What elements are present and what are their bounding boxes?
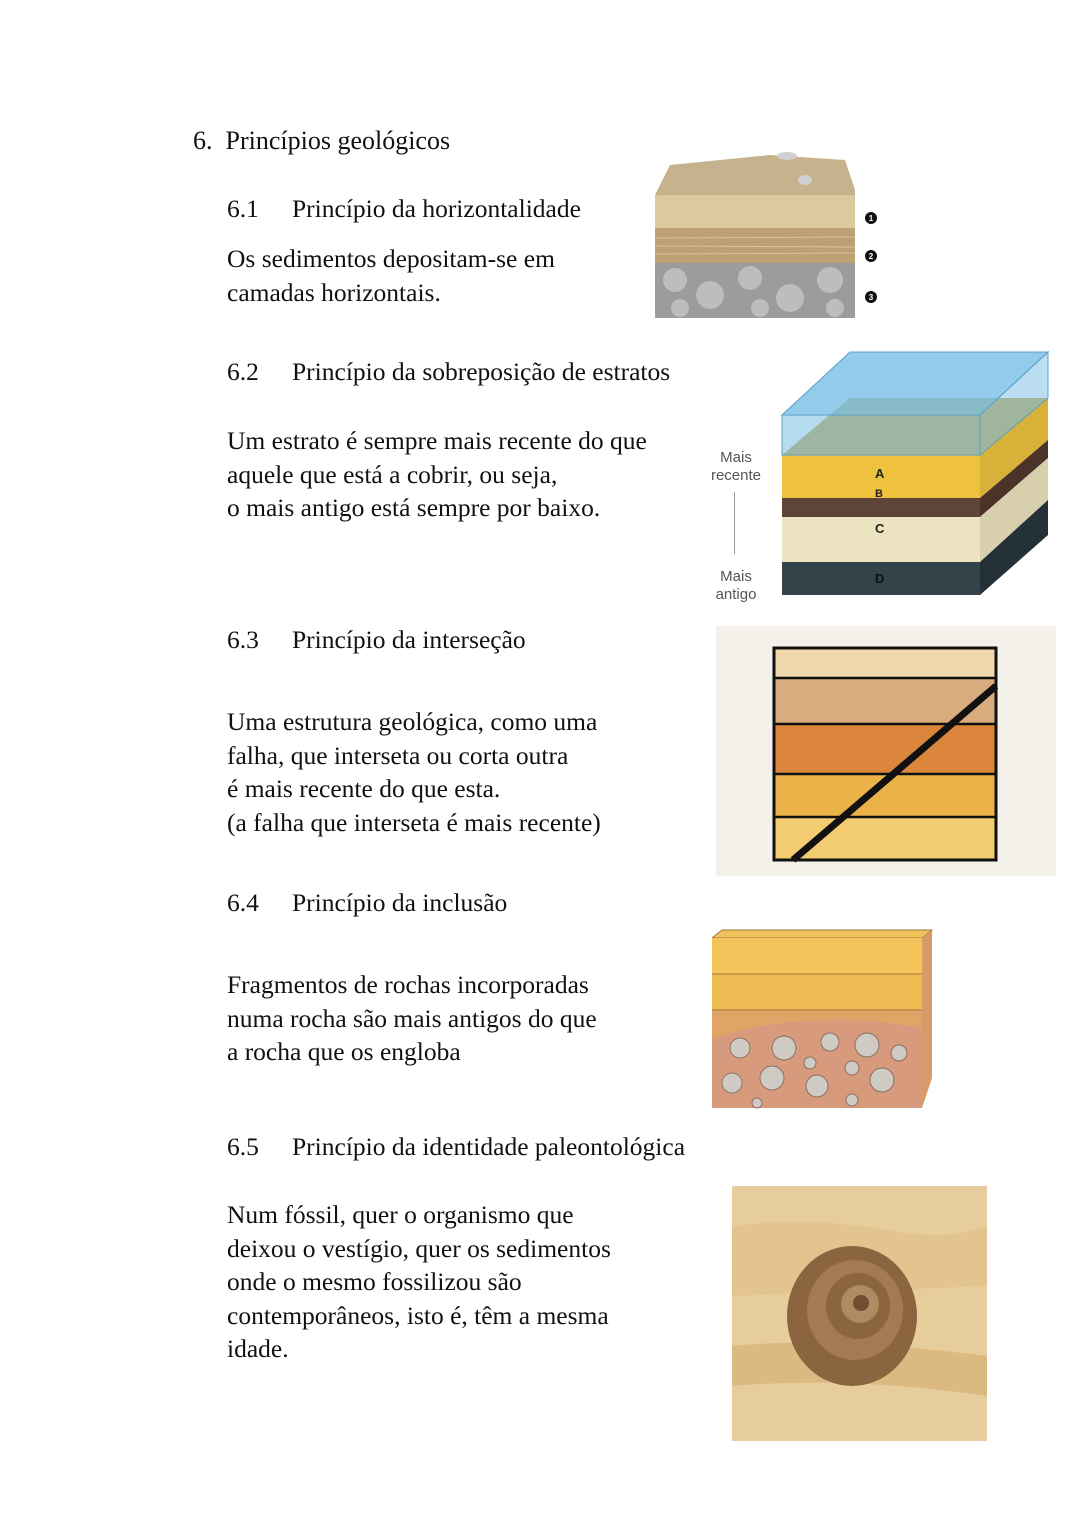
section-number: 6. (193, 126, 213, 155)
principle-heading-6-1 (227, 194, 581, 224)
layer-marker-3 (865, 291, 877, 303)
section-title: Princípios geológicos (225, 126, 451, 155)
ammonite-fossil-figure (732, 1186, 987, 1441)
principle-number: 6.3 (227, 625, 259, 654)
principle-text-6-5: Num fóssil, quer o organismo que deixou o vestígio, quer os sedimentos onde o mesmo fossilizou são contemporâneos, isto é, têm a mesma idade. (227, 1200, 611, 1363)
principle-title: Princípio da inclusão (292, 888, 508, 917)
label-older: Mais antigo (715, 568, 757, 603)
horizontality-figure (650, 150, 890, 320)
layer-label-c: C (875, 521, 885, 536)
principle-title: Princípio da horizontalidade (292, 194, 581, 223)
intersection-fault-figure (716, 626, 1056, 876)
principle-number: 6.1 (227, 194, 259, 223)
principle-number: 6.4 (227, 888, 259, 917)
principle-heading-6-3 (227, 625, 526, 655)
arrow-up-icon (734, 492, 735, 554)
layer-label-d: D (875, 571, 885, 586)
principle-title: Princípio da identidade paleontológica (292, 1132, 686, 1161)
principle-number: 6.5 (227, 1132, 259, 1161)
svg-text:3: 3 (868, 293, 874, 302)
principle-text-6-1: Os sedimentos depositam-se em camadas horizontais. (227, 244, 555, 307)
label-more-recent: Mais recente (710, 449, 762, 484)
svg-text:2: 2 (868, 252, 874, 261)
layer-marker-1 (865, 212, 877, 224)
principle-text-6-4: Fragmentos de rochas incorporadas numa rocha são mais antigos do que a rocha que os engloba (227, 970, 597, 1066)
layer-marker-2 (865, 250, 877, 262)
principle-heading-6-4 (227, 888, 507, 918)
ammonite-icon (787, 1246, 917, 1386)
principle-title: Princípio da interseção (292, 625, 526, 654)
principle-heading-6-2 (227, 357, 670, 387)
inclusion-figure (712, 928, 937, 1110)
principle-text-6-3: Uma estrutura geológica, como uma falha, que interseta ou corta outra é mais recente do que esta. (a falha que interseta é mais recente) (227, 707, 601, 837)
layer-label-a: A (875, 466, 885, 481)
svg-text:1: 1 (868, 214, 874, 223)
principle-heading-6-5 (227, 1132, 685, 1162)
layer-label-b: B (875, 488, 883, 500)
section-heading (193, 126, 450, 156)
principle-text-6-2: Um estrato é sempre mais recente do que aquele que está a cobrir, ou seja, o mais antigo está sempre por baixo. (227, 426, 647, 522)
superposition-block-figure (780, 350, 1055, 600)
principle-title: Princípio da sobreposição de estratos (292, 357, 671, 386)
principle-number: 6.2 (227, 357, 259, 386)
